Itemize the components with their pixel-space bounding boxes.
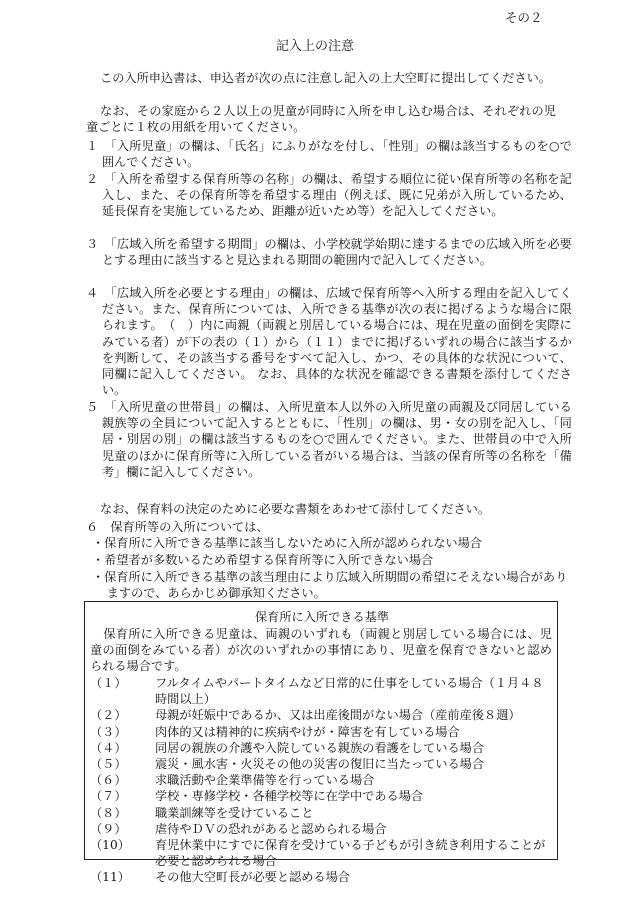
criteria-item	[90, 821, 552, 837]
criteria-number: （７）	[90, 789, 127, 804]
item-text: 「入所児童」の欄は、「氏名」にふりがなを付し、「性別」の欄は該当するものを○で囲んでください。	[101, 139, 572, 170]
bullet-item: ・保育所に入所できる基準に該当しないために入所が認められない場合	[92, 536, 482, 550]
instruction-item	[86, 519, 572, 535]
criteria-item	[90, 675, 552, 707]
criteria-number: （11）	[90, 870, 130, 885]
criteria-item	[90, 772, 552, 788]
item-text: 保育所等の入所については、	[110, 520, 269, 534]
criteria-item	[90, 756, 552, 772]
criteria-text: 育児休業中にすでに保育を受けている子どもが引き続き利用することが必要と認められる場合	[155, 838, 546, 869]
criteria-number: （10）	[90, 838, 130, 853]
item-number: ４	[86, 286, 99, 300]
criteria-text: 肉体的又は精神的に疾病やけが・障害を有している場合	[155, 724, 460, 739]
criteria-number: （６）	[90, 773, 127, 788]
criteria-text: 求職活動や企業準備等を行っている場合	[155, 773, 375, 788]
criteria-number: （３）	[90, 724, 127, 739]
criteria-text: 虐待やＤＶの恐れがあると認められる場合	[155, 821, 387, 836]
item-text: 「入所児童の世帯員」の欄は、入所児童本人以外の入所児童の両親及び同居している親族等の全員について記入するとともに、「性別」の欄は、男・女の別を記入し、「同居・別居の別」の欄は該当するものを○で囲んでください。また、世帯員の中で入所児童のほかに保育所等に入所している者がいる場合は、当該の保育所等の名称を「備考」欄に記入してください。	[101, 400, 572, 479]
criteria-number: （８）	[90, 805, 127, 820]
intro-paragraph: なお、その家庭から２人以上の児童が同時に入所を申し込む場合は、それぞれの児童ごとに１枚の用紙を用いてください。	[86, 104, 556, 135]
criteria-item	[90, 837, 552, 869]
criteria-number: （２）	[90, 708, 127, 723]
criteria-number: （５）	[90, 757, 127, 772]
item-number: ６	[86, 520, 99, 534]
criteria-item	[90, 788, 552, 804]
criteria-list	[90, 675, 552, 886]
criteria-number: （１）	[90, 676, 127, 690]
criteria-box	[84, 601, 558, 885]
criteria-title: 保育所に入所できる基準	[254, 610, 390, 624]
bullet-item: ・希望者が多数いるため希望する保育所等に入所できない場合	[92, 553, 434, 567]
intro-paragraph: この入所申込書は、申込者が次の点に注意し記入の上大空町に提出してください。	[100, 71, 551, 85]
criteria-text: フルタイムやパートタイムなど日常的に仕事をしている場合（１月４８時間以上）	[155, 676, 544, 707]
page-title: 記入上の注意	[275, 39, 354, 54]
item-number: ２	[86, 172, 99, 186]
item-text: 「広域入所を希望する期間」の欄は、小学校就学始期に達するまでの広域入所を必要とする理由に該当すると見込まれる期間の範囲内で記入してください。	[101, 237, 572, 268]
item-number: １	[86, 139, 99, 153]
criteria-text: 震災・風水害・火災その他の災害の復旧に当たっている場合	[155, 757, 485, 772]
item-text: 「入所を希望する保育所等の名称」の欄は、希望する順位に従い保育所等の名称を記入し、また、その保育所等を希望する理由（例えば、既に兄弟が入所しているため、延長保育を実施しているため、距離が近いため等）を記入してください。	[101, 172, 572, 219]
criteria-item	[90, 805, 552, 821]
instruction-item	[86, 236, 572, 268]
criteria-intro: 保育所に入所できる児童は、両親のいずれも（両親と別居している場合には、児童の面倒をみている者）が次のいずれかの事情にあり、児童を保育できないと認められる場合です。	[90, 627, 552, 674]
bullet-item: ・保育所に入所できる基準の該当理由により広域入所期間の希望にそえない場合がありますので、あらかじめ御承知ください。	[92, 570, 568, 601]
criteria-item	[90, 740, 552, 756]
criteria-item	[90, 724, 552, 740]
criteria-item	[90, 707, 552, 723]
item-text: 「広域入所を必要とする理由」の欄は、広域で保育所等へ入所する理由を記入してください。また、保育所については、入所できる基準が次の表に掲げるような場合に限られます。 （ ）内に両親（両親と別居している場合には、現在児童の面倒を実際にみている者）が下の表の（１）から（１１）までに掲げるいずれの場合に該当するかを判断して、その該当する番号をすべて記入し、かつ、その具体的な状況について、同欄に記入してください。 なお、具体的な状況を確認できる書類を添付してください。	[101, 286, 572, 398]
criteria-text: 職業訓練等を受けていること	[155, 805, 314, 820]
instruction-item	[86, 138, 572, 170]
criteria-number: （９）	[90, 821, 127, 836]
criteria-text: その他大空町長が必要と認める場合	[155, 870, 350, 885]
criteria-text: 同居の親族の介護や入院している親族の看護をしている場合	[155, 740, 485, 755]
item-number: ５	[86, 400, 99, 414]
instruction-item	[86, 171, 572, 220]
instruction-item	[86, 285, 572, 398]
item-number: ３	[86, 237, 99, 251]
criteria-number: （４）	[90, 740, 127, 755]
fees-note: なお、保育料の決定のために必要な書類をあわせて添付してください。	[100, 502, 491, 516]
criteria-text: 学校・専修学校・各種学校等に在学中である場合	[155, 789, 424, 804]
page-number: その２	[505, 10, 543, 25]
criteria-text: 母親が妊娠中であるか、又は出産後間がない場合（産前産後８週）	[155, 708, 521, 723]
criteria-item	[90, 869, 552, 885]
instruction-item	[86, 399, 572, 480]
